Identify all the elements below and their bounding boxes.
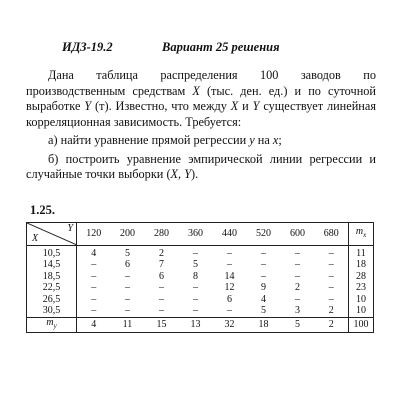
table-cell: 12 — [224, 282, 235, 293]
table-cell: – — [227, 305, 232, 316]
text-run: (т). Известно, что между — [91, 99, 231, 113]
variable-x: x — [272, 133, 279, 147]
row-total: 28 — [349, 271, 374, 283]
table-row — [27, 260, 374, 272]
table-cell: – — [328, 259, 334, 270]
task-item-b — [26, 152, 376, 183]
table-cell: – — [91, 259, 97, 270]
table-cell: – — [261, 270, 266, 282]
footer-cell: 18 — [247, 318, 281, 333]
total-label-sub: x — [363, 231, 367, 240]
table-cell: – — [193, 293, 198, 305]
variable-x: X — [230, 99, 239, 113]
footer-cell: 32 — [213, 318, 247, 333]
table-cell: – — [159, 305, 164, 316]
table-cell: 5 — [193, 259, 198, 270]
table-cell: – — [227, 247, 232, 259]
table-cell: 6 — [159, 270, 164, 282]
row-total: 11 — [349, 246, 374, 260]
row-total: 10 — [349, 306, 374, 318]
variable-y: Y — [252, 99, 260, 113]
text-run: существует линейная корреляционная зависимость. Требуется: — [26, 99, 376, 129]
text-run: Дана таблица распределения 100 заводов по производственным средствам — [26, 68, 376, 98]
text-run: ; — [278, 133, 282, 147]
row-header: 14,5 — [27, 260, 77, 272]
task-number: 1.25. — [30, 203, 55, 217]
table-cell: 9 — [261, 282, 266, 293]
problem-statement — [26, 68, 376, 183]
table-cell: – — [193, 305, 198, 316]
footer-label-sub: y — [53, 322, 57, 331]
column-header: 280 — [145, 223, 179, 246]
variable-y: y — [249, 133, 255, 147]
table-cell: – — [295, 293, 300, 305]
table-cell: – — [295, 259, 300, 270]
text-run: (тыс. ден. ед.) и по суточной выработке — [26, 83, 376, 113]
footer-label — [27, 318, 77, 333]
table-row — [27, 294, 374, 306]
column-header: 600 — [281, 223, 315, 246]
footer-cell: 4 — [77, 318, 111, 333]
table-cell: – — [328, 270, 334, 282]
table-row — [27, 306, 374, 318]
row-header: 26,5 — [27, 294, 77, 306]
variable-xy: X, Y — [170, 167, 192, 181]
table-cell: – — [125, 282, 130, 293]
table-cell: 6 — [227, 293, 232, 305]
total-column-header — [349, 223, 374, 246]
row-header: 30,5 — [27, 306, 77, 318]
text-run: и — [238, 99, 253, 113]
table-cell: – — [193, 247, 198, 259]
variable-y: Y — [84, 99, 92, 113]
table-cell: – — [159, 293, 164, 305]
table-cell: – — [328, 293, 334, 305]
table-cell: – — [91, 293, 97, 305]
table-cell: – — [193, 282, 198, 293]
header — [62, 40, 362, 56]
row-header: 18,5 — [27, 271, 77, 283]
footer-cell: 13 — [179, 318, 213, 333]
text-run: ). — [191, 167, 199, 181]
distribution-table — [26, 222, 374, 333]
footer-cell: 11 — [111, 318, 145, 333]
row-total: 18 — [349, 260, 374, 272]
table-cell: – — [125, 270, 130, 282]
assignment-code: ИДЗ-19.2 — [62, 40, 113, 54]
table-cell: 8 — [193, 270, 198, 282]
table-cell: – — [159, 282, 164, 293]
column-header: 680 — [315, 223, 349, 246]
table-cell: 2 — [328, 305, 334, 316]
table-cell: 2 — [159, 247, 164, 259]
row-header: 22,5 — [27, 283, 77, 295]
table-row — [27, 246, 374, 260]
table-cell: – — [328, 247, 334, 259]
table-cell: – — [295, 247, 300, 259]
column-header: 360 — [179, 223, 213, 246]
footer-cell: 2 — [315, 318, 349, 333]
table-cell: – — [227, 259, 232, 270]
corner-cell — [27, 223, 77, 246]
variable-x: X — [192, 83, 200, 98]
table-cell: 4 — [91, 247, 97, 259]
footer-cell: 5 — [281, 318, 315, 333]
table-cell: – — [328, 282, 334, 293]
column-header: 520 — [247, 223, 281, 246]
table-row — [27, 283, 374, 295]
table-cell: – — [261, 247, 266, 259]
total-label: m — [355, 226, 364, 238]
table-cell: – — [91, 282, 97, 293]
row-total: 23 — [349, 283, 374, 295]
table-cell: 4 — [261, 293, 266, 305]
row-header: 10,5 — [27, 246, 77, 260]
text-run: б) построить уравнение эмпирической линии регрессии и случайные точки выборки ( — [26, 151, 376, 181]
table-cell: 7 — [159, 259, 164, 270]
grand-total: 100 — [349, 318, 374, 333]
corner-x-label: X — [32, 232, 39, 244]
table-cell: 5 — [125, 247, 130, 259]
table-cell: – — [91, 270, 97, 282]
footer-label-m: m — [46, 317, 54, 329]
table-cell: 5 — [261, 305, 266, 316]
column-header: 200 — [111, 223, 145, 246]
column-header: 120 — [77, 223, 111, 246]
corner-y-label: Y — [67, 223, 73, 234]
text-run: на — [254, 133, 273, 147]
table-footer-row — [27, 318, 374, 333]
table-cell: – — [261, 259, 266, 270]
task-item-a — [26, 133, 376, 149]
table-cell: 14 — [224, 270, 235, 282]
table-header-row — [27, 223, 374, 246]
table-cell: – — [125, 293, 130, 305]
column-header: 440 — [213, 223, 247, 246]
problem-paragraph — [26, 68, 376, 130]
footer-cell: 15 — [145, 318, 179, 333]
table-row — [27, 271, 374, 283]
table-cell: 2 — [295, 282, 300, 293]
variant-title: Вариант 25 решения — [162, 40, 280, 54]
table-cell: 3 — [295, 305, 300, 316]
table-cell: – — [125, 305, 130, 316]
table-cell: 6 — [125, 259, 130, 270]
text-run: а) найти уравнение прямой регрессии — [48, 133, 250, 147]
table-cell: – — [295, 270, 300, 282]
row-total: 10 — [349, 294, 374, 306]
table-cell: – — [91, 305, 97, 316]
